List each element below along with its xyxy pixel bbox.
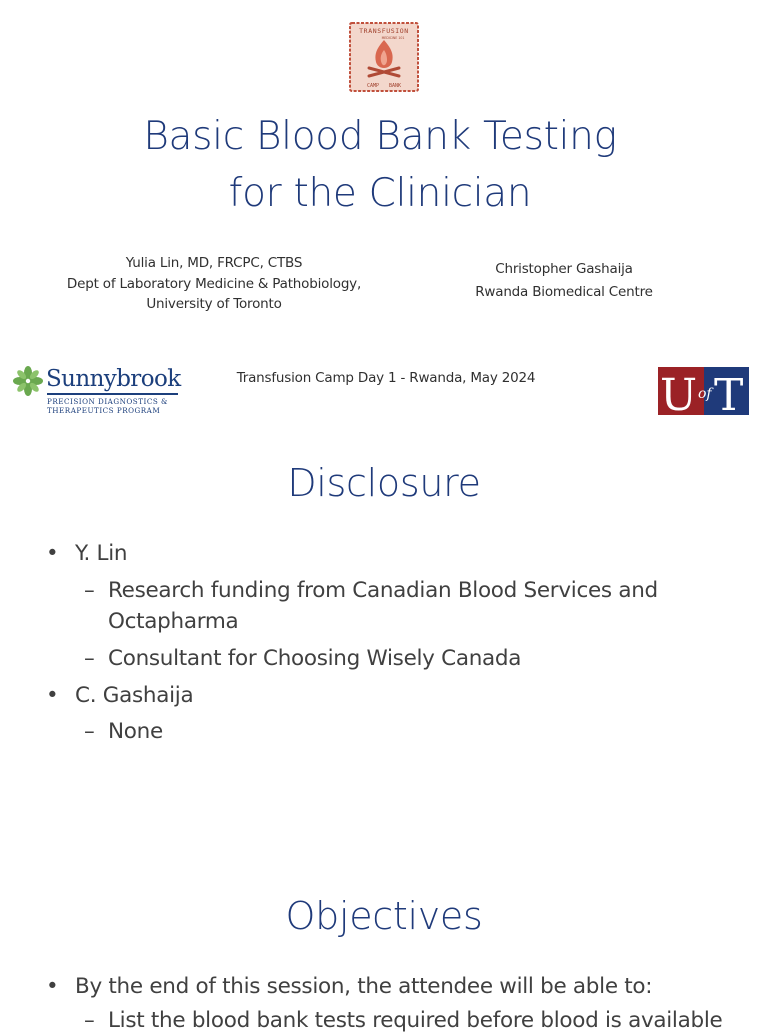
disclosure-subitem-funding-cont: Octapharma bbox=[108, 609, 239, 634]
disclosure-subitem-none: None bbox=[108, 719, 163, 744]
objectives-heading: Objectives bbox=[285, 894, 483, 938]
bullet-marker: • bbox=[46, 683, 59, 708]
objectives-item-intro: By the end of this session, the attendee will be able to: bbox=[75, 974, 653, 999]
svg-text:BANK: BANK bbox=[389, 83, 402, 89]
university-of-toronto-logo bbox=[658, 367, 749, 415]
author-organization: Rwanda Biomedical Centre bbox=[475, 284, 653, 300]
presentation-title bbox=[0, 108, 760, 222]
disclosure-heading: Disclosure bbox=[287, 461, 481, 505]
svg-text:T: T bbox=[714, 370, 744, 415]
svg-text:MEDICINE 101: MEDICINE 101 bbox=[381, 36, 405, 40]
transfusion-camp-logo bbox=[349, 22, 419, 92]
author-block-gashaija bbox=[464, 258, 664, 304]
svg-text:TRANSFUSION: TRANSFUSION bbox=[359, 27, 409, 35]
author-name: Yulia Lin, MD, FRCPC, CTBS bbox=[125, 255, 303, 271]
dash-marker: – bbox=[84, 646, 95, 671]
bullet-marker: • bbox=[46, 974, 59, 999]
svg-text:CAMP: CAMP bbox=[367, 83, 380, 89]
author-university: University of Toronto bbox=[146, 296, 282, 312]
dash-marker: – bbox=[84, 1008, 95, 1033]
sunnybrook-logo-line-1: PRECISION DIAGNOSTICS & bbox=[47, 397, 168, 406]
author-department: Dept of Laboratory Medicine & Pathobiology, bbox=[66, 275, 362, 292]
bullet-marker: • bbox=[46, 541, 59, 566]
disclosure-subitem-funding: Research funding from Canadian Blood Services and bbox=[108, 578, 658, 603]
sunnybrook-logo-name: Sunnybrook bbox=[46, 366, 181, 392]
svg-text:of: of bbox=[698, 386, 712, 402]
disclosure-subitem-consultant: Consultant for Choosing Wisely Canada bbox=[108, 646, 522, 671]
sunnybrook-leaf-icon bbox=[13, 366, 43, 396]
author-name: Christopher Gashaija bbox=[495, 261, 633, 277]
disclosure-item-gashaija: C. Gashaija bbox=[75, 683, 194, 708]
objectives-subitem-tests: List the blood bank tests required before blood is available bbox=[108, 1008, 723, 1033]
dash-marker: – bbox=[84, 719, 95, 744]
dash-marker: – bbox=[84, 578, 95, 603]
event-caption: Transfusion Camp Day 1 - Rwanda, May 2024 bbox=[236, 370, 536, 386]
sunnybrook-logo-rule bbox=[47, 393, 178, 395]
title-line-1: Basic Blood Bank Testing bbox=[143, 114, 617, 159]
disclosure-item-lin: Y. Lin bbox=[75, 541, 128, 566]
title-line-2: for the Clinician bbox=[228, 171, 532, 216]
svg-text:U: U bbox=[660, 370, 698, 415]
sunnybrook-logo-line-2: THERAPEUTICS PROGRAM bbox=[47, 406, 161, 415]
author-block-lin bbox=[64, 253, 364, 315]
